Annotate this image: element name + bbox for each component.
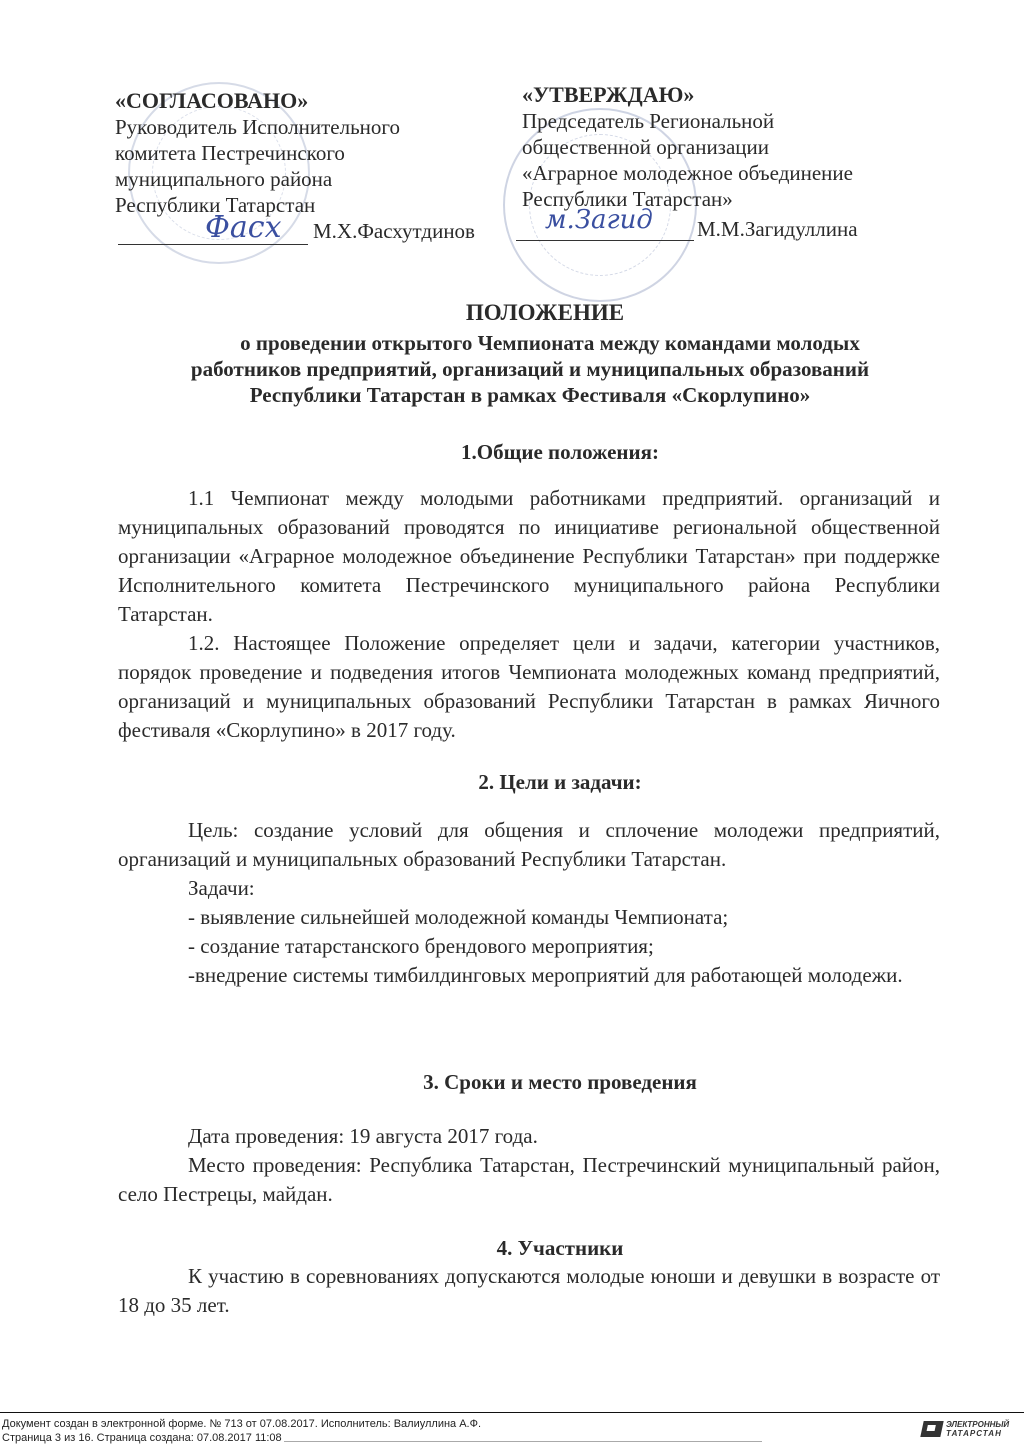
approval-right-heading: «УТВЕРЖДАЮ» (522, 82, 695, 107)
paragraph: Задачи: (188, 876, 255, 900)
section-4-heading: 4. Участники (496, 1236, 624, 1260)
paragraph: 1.1 Чемпионат между молодыми работниками предприятий. организаций и муниципальных образований проводятся по инициативе региональной общественной организации «Аграрное молодежное объединение Республики Татарстан» при поддержке Исполнительного комитета Пестречинского муниципального района Республики Татарстан. (118, 486, 940, 626)
paragraph: Цель: создание условий для общения и сплочение молодежи предприятий, организаций и муниципальных образований Республики Татарстан. (118, 818, 940, 871)
footer-text (2, 1417, 762, 1445)
paragraph: 1.2. Настоящее Положение определяет цели и задачи, категории участников, порядок проведение и подведения итогов Чемпионата молодежных команд предприятий, организаций и муниципальных образований Республики Татарстан в рамках Яичного фестиваля «Скорлупино» в 2017 году. (118, 631, 940, 742)
document-subtitle-line: Республики Татарстан в рамках Фестиваля «Скорлупино» (249, 383, 811, 407)
document-title: ПОЛОЖЕНИЕ (465, 300, 625, 325)
section-4-body (118, 1262, 940, 1320)
approval-right-line: Республики Татарстан» (522, 187, 733, 211)
right-signer-name: М.М.Загидуллина (697, 217, 858, 241)
right-signature-line (516, 240, 694, 241)
list-item: - выявление сильнейшей молодежной команды Чемпионата; (188, 905, 729, 929)
section-2-body (118, 816, 940, 990)
logo-text-top: ЭЛЕКТРОННЫЙ (946, 1420, 1010, 1429)
footer-line-1: Документ создан в электронной форме. № 713 от 07.08.2017. Исполнитель: Валиуллина А.Ф. (2, 1418, 482, 1430)
paragraph: Место проведения: Республика Татарстан, Пестречинский муниципальный район, село Пестрецы, майдан. (118, 1153, 940, 1206)
footer-dashed-line (284, 1441, 762, 1442)
approval-right-line: «Аграрное молодежное объединение (522, 161, 853, 185)
section-2-heading: 2. Цели и задачи: (478, 770, 642, 794)
footer-rule (0, 1412, 1024, 1413)
logo-text-bottom: ТАТАРСТАН (946, 1429, 1002, 1438)
approval-left-line: комитета Пестречинского (115, 141, 345, 165)
approval-left (115, 88, 400, 218)
document-subtitle-line: о проведении открытого Чемпионата между командами молодых (240, 331, 860, 355)
approval-right-line: общественной организации (522, 135, 770, 159)
approval-right (522, 82, 853, 212)
left-signer-name: М.Х.Фасхутдинов (313, 219, 475, 243)
approval-left-heading: «СОГЛАСОВАНО» (115, 88, 309, 113)
list-item: - создание татарстанского брендового мероприятия; (188, 934, 654, 958)
approval-right-line: Председатель Региональной (522, 109, 775, 133)
footer-logo (922, 1416, 1018, 1442)
left-signature: Фасх (205, 210, 282, 245)
logo-mark-icon (920, 1421, 943, 1437)
footer-line-2: Страница 3 из 16. Страница создана: 07.08.2017 11:08 (2, 1432, 282, 1444)
approval-left-line: Руководитель Исполнительного (115, 115, 400, 139)
paragraph: К участию в соревнованиях допускаются молодые юноши и девушки в возрасте от 18 до 35 лет. (118, 1264, 940, 1317)
list-item: -внедрение системы тимбилдинговых мероприятий для работающей молодежи. (188, 963, 903, 987)
section-3-heading: 3. Сроки и место проведения (423, 1070, 697, 1094)
paragraph: Дата проведения: 19 августа 2017 года. (188, 1124, 538, 1148)
document-subtitle-line: работников предприятий, организаций и муниципальных образований (190, 357, 870, 381)
approval-left-line: Республики Татарстан (115, 193, 316, 217)
right-signature: м.Загид (545, 205, 653, 235)
section-1-heading: 1.Общие положения: (461, 440, 659, 464)
document-title-block (120, 300, 940, 408)
section-3-body (118, 1122, 940, 1209)
section-1-body (118, 484, 940, 745)
approval-left-line: муниципального района (115, 167, 333, 191)
